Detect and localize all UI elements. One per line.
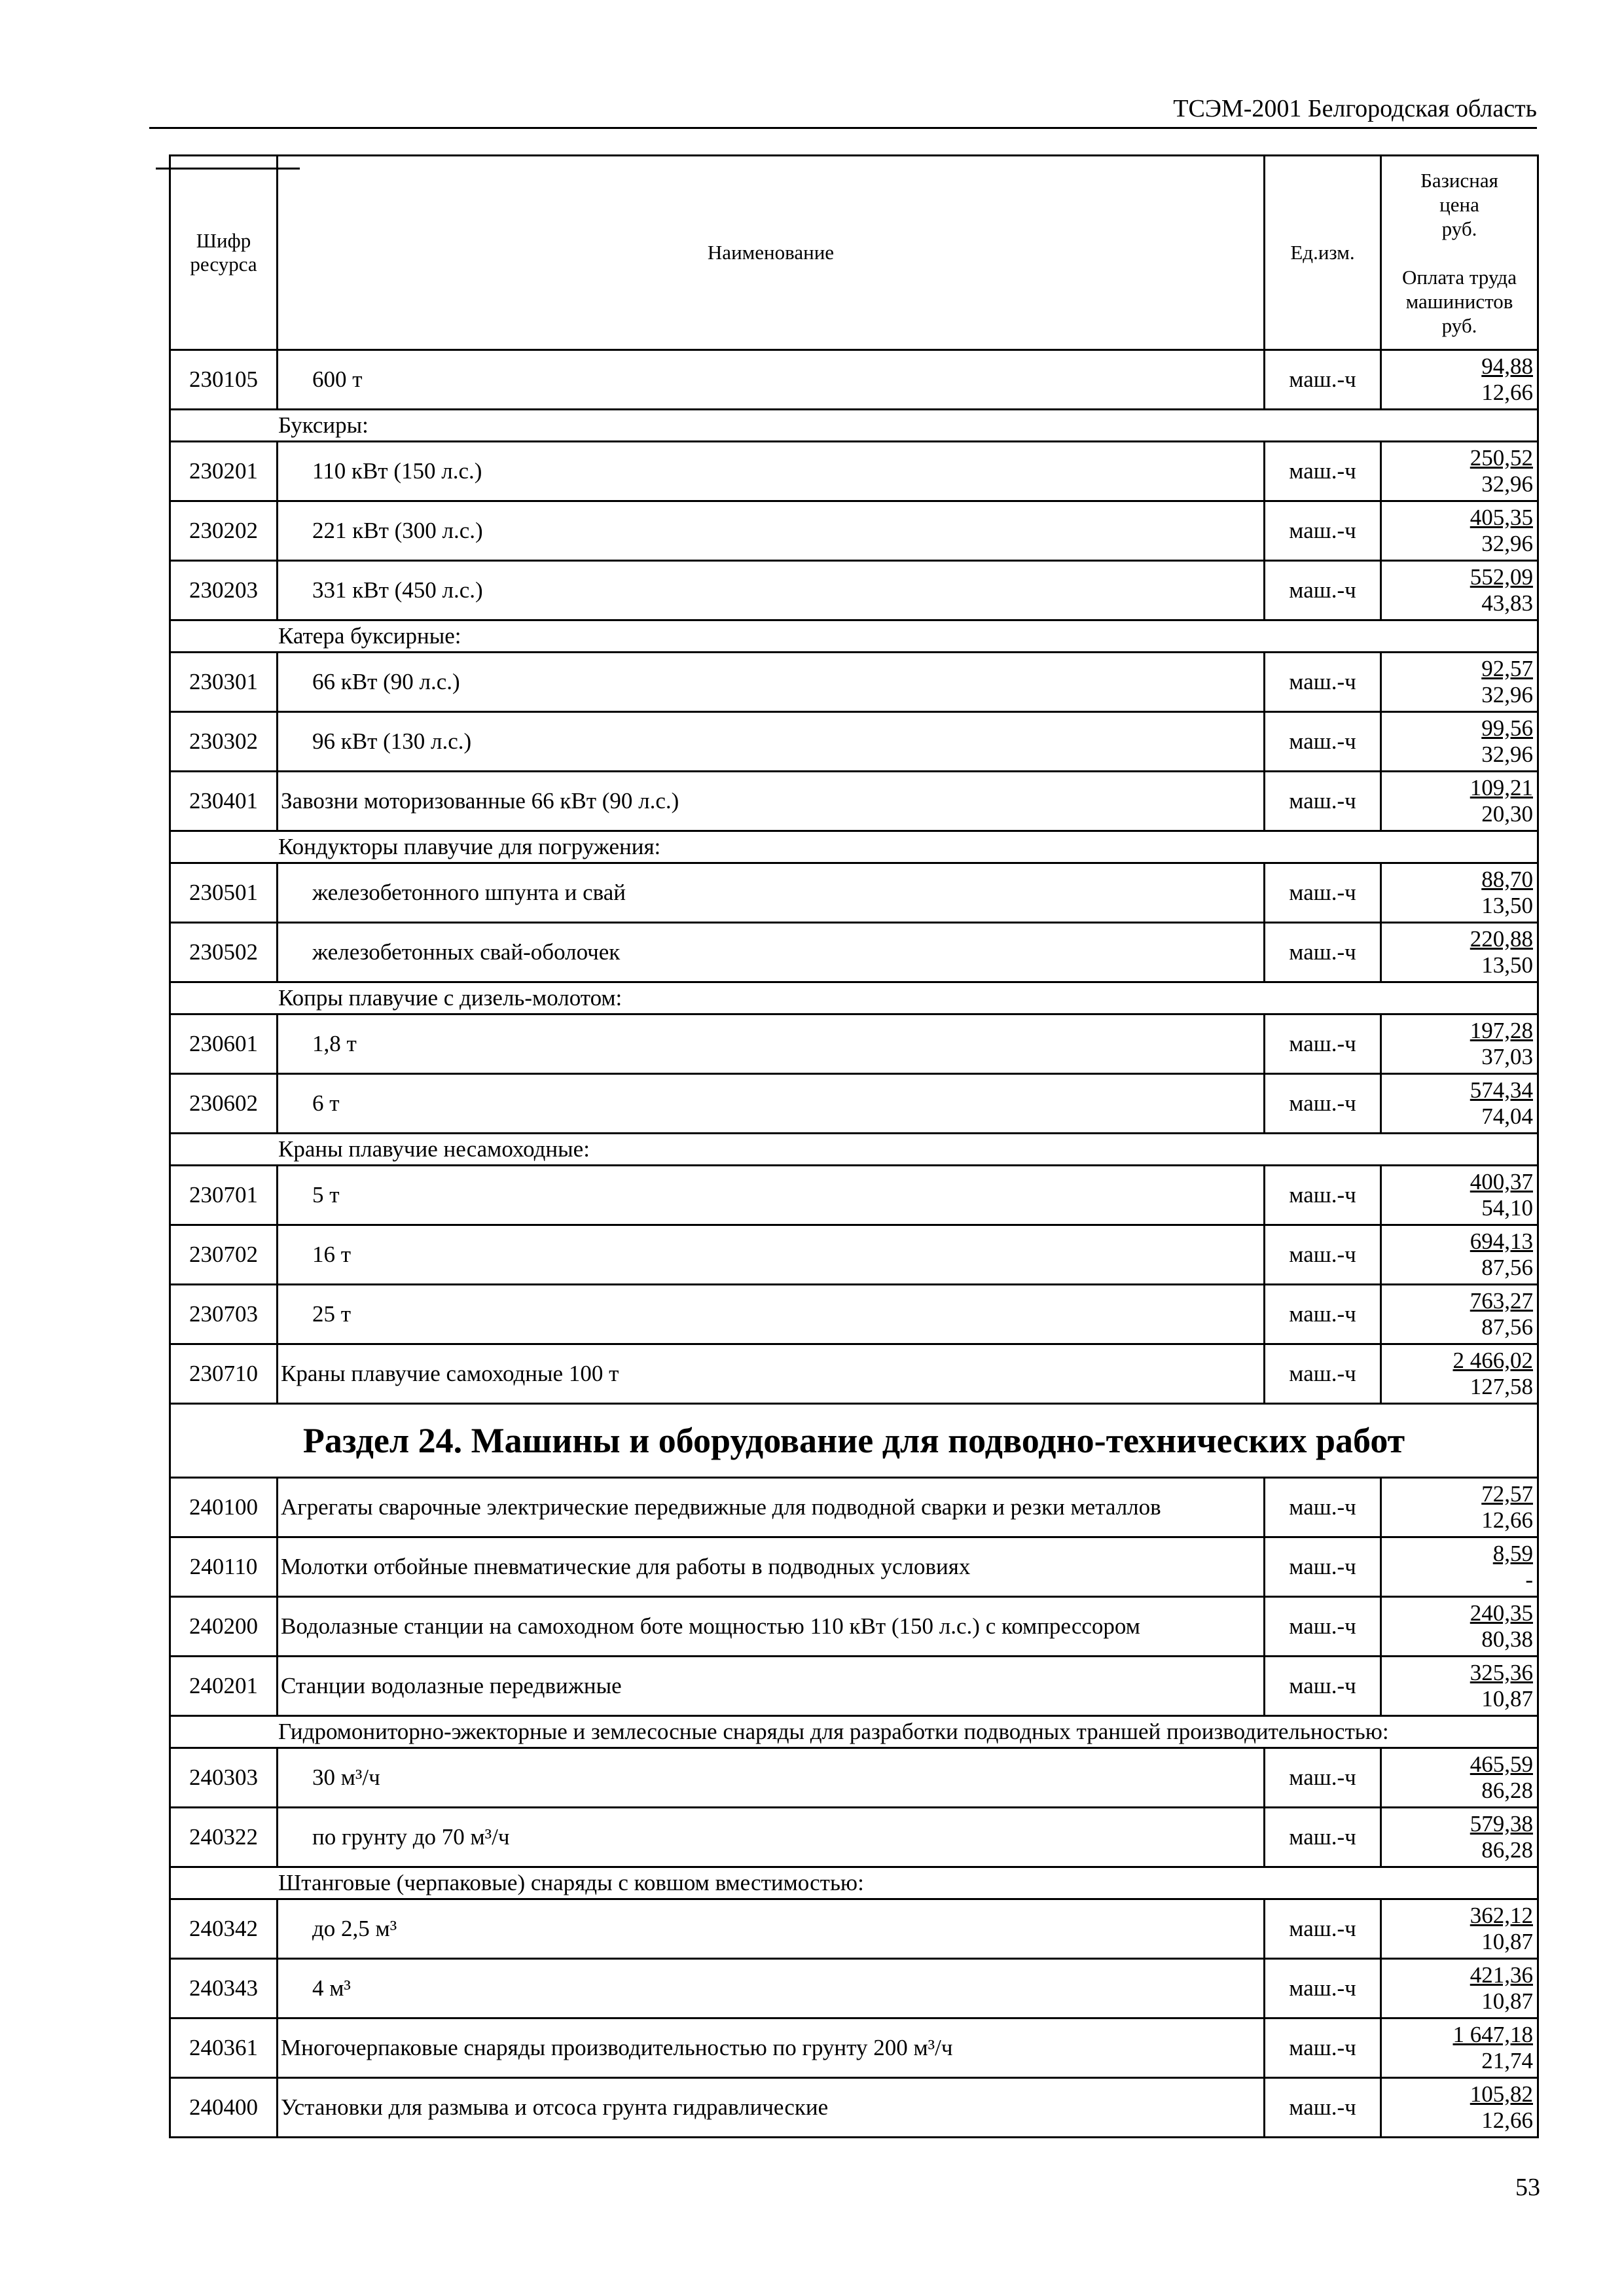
- group-label: Штанговые (черпаковые) снаряды с ковшом вместимостью:: [170, 1867, 1538, 1899]
- header-price-line: руб.: [1441, 217, 1477, 240]
- section-title: Раздел 24. Машины и оборудование для подводно-технических работ: [170, 1404, 1538, 1478]
- base-price: 88,70: [1481, 867, 1533, 892]
- operator-labor-cost: 87,56: [1481, 1314, 1533, 1340]
- base-price: 325,36: [1470, 1660, 1533, 1685]
- base-price: 8,59: [1492, 1541, 1533, 1566]
- resource-code: 230203: [170, 561, 278, 620]
- group-label: Буксиры:: [170, 410, 1538, 442]
- operator-labor-cost: 127,58: [1470, 1374, 1533, 1399]
- table-row: [170, 772, 1538, 831]
- header-price-line: машинистов: [1405, 289, 1513, 313]
- price-cell: [1381, 653, 1538, 712]
- table-row: [170, 1597, 1538, 1657]
- resource-code: 230703: [170, 1285, 278, 1344]
- table-row: [170, 2078, 1538, 2138]
- resource-code: 230710: [170, 1344, 278, 1404]
- unit-of-measure: маш.-ч: [1265, 1285, 1381, 1344]
- unit-of-measure: маш.-ч: [1265, 1014, 1381, 1074]
- base-price: 465,59: [1470, 1751, 1533, 1777]
- operator-labor-cost: 74,04: [1481, 1103, 1533, 1129]
- unit-of-measure: маш.-ч: [1265, 923, 1381, 982]
- unit-of-measure: маш.-ч: [1265, 1344, 1381, 1404]
- base-price: 72,57: [1481, 1481, 1533, 1507]
- table-row: [170, 1225, 1538, 1285]
- resource-name: 600 т: [278, 350, 1265, 410]
- unit-of-measure: маш.-ч: [1265, 1748, 1381, 1808]
- resource-code: 230601: [170, 1014, 278, 1074]
- price-cell: [1381, 561, 1538, 620]
- operator-labor-cost: 10,87: [1481, 1686, 1533, 1712]
- resource-name: 4 м³: [278, 1959, 1265, 2018]
- group-row: [170, 410, 1538, 442]
- table-row: [170, 1014, 1538, 1074]
- resource-code: 240200: [170, 1597, 278, 1657]
- price-cell: [1381, 712, 1538, 772]
- operator-labor-cost: 10,87: [1481, 1929, 1533, 1954]
- resource-code: 230105: [170, 350, 278, 410]
- group-row: [170, 1867, 1538, 1899]
- resource-name: до 2,5 м³: [278, 1899, 1265, 1959]
- page-number: 53: [1515, 2174, 1540, 2201]
- resource-code: 240322: [170, 1808, 278, 1867]
- operator-labor-cost: 80,38: [1481, 1626, 1533, 1652]
- price-cell: [1381, 772, 1538, 831]
- resource-code: 240400: [170, 2078, 278, 2138]
- operator-labor-cost: 13,50: [1481, 952, 1533, 978]
- operator-labor-cost: 32,96: [1481, 682, 1533, 708]
- price-cell: [1381, 863, 1538, 923]
- operator-labor-cost: 12,66: [1481, 1507, 1533, 1533]
- base-price: 240,35: [1470, 1600, 1533, 1626]
- unit-of-measure: маш.-ч: [1265, 712, 1381, 772]
- table-row: [170, 653, 1538, 712]
- table-row: [170, 1285, 1538, 1344]
- header-code-line: Шифр: [196, 229, 251, 252]
- base-price: 105,82: [1470, 2081, 1533, 2107]
- table-row: [170, 1959, 1538, 2018]
- price-cell: [1381, 1899, 1538, 1959]
- group-label: Катера буксирные:: [170, 620, 1538, 653]
- table-row: [170, 350, 1538, 410]
- operator-labor-cost: 86,28: [1481, 1778, 1533, 1803]
- group-label: Копры плавучие с дизель-молотом:: [170, 982, 1538, 1014]
- resource-name: Многочерпаковые снаряды производительностью по грунту 200 м³/ч: [278, 2018, 1265, 2078]
- base-price: 400,37: [1470, 1169, 1533, 1194]
- price-cell: [1381, 2078, 1538, 2138]
- table-row: [170, 501, 1538, 561]
- table-row: [170, 1748, 1538, 1808]
- resource-code: 240201: [170, 1657, 278, 1716]
- resource-name: 6 т: [278, 1074, 1265, 1134]
- operator-labor-cost: 32,96: [1481, 531, 1533, 556]
- operator-labor-cost: 87,56: [1481, 1255, 1533, 1280]
- group-label: Краны плавучие несамоходные:: [170, 1134, 1538, 1166]
- unit-of-measure: маш.-ч: [1265, 1808, 1381, 1867]
- header-price-line: Оплата труда: [1402, 265, 1517, 289]
- base-price: 763,27: [1470, 1288, 1533, 1314]
- resource-name: железобетонного шпунта и свай: [278, 863, 1265, 923]
- unit-of-measure: маш.-ч: [1265, 1657, 1381, 1716]
- resource-name: железобетонных свай-оболочек: [278, 923, 1265, 982]
- page-header-title: ТСЭМ-2001 Белгородская область: [1173, 95, 1537, 122]
- price-cell: [1381, 923, 1538, 982]
- resource-code: 230501: [170, 863, 278, 923]
- section-row: [170, 1404, 1538, 1478]
- page-header: [149, 92, 1537, 129]
- table-body: [170, 156, 1538, 2138]
- price-table: [169, 154, 1539, 2138]
- price-cell: [1381, 350, 1538, 410]
- table-row: [170, 1074, 1538, 1134]
- unit-of-measure: маш.-ч: [1265, 2078, 1381, 2138]
- table-row: [170, 1537, 1538, 1597]
- operator-labor-cost: 12,66: [1481, 2108, 1533, 2133]
- price-cell: [1381, 1014, 1538, 1074]
- price-cell: [1381, 1597, 1538, 1657]
- table-row: [170, 1808, 1538, 1867]
- unit-of-measure: маш.-ч: [1265, 350, 1381, 410]
- resource-name: 5 т: [278, 1166, 1265, 1225]
- price-cell: [1381, 1808, 1538, 1867]
- resource-name: Краны плавучие самоходные 100 т: [278, 1344, 1265, 1404]
- header-code: [170, 156, 278, 350]
- resource-name: Водолазные станции на самоходном боте мощностью 110 кВт (150 л.с.) с компрессором: [278, 1597, 1265, 1657]
- base-price: 220,88: [1470, 926, 1533, 952]
- unit-of-measure: маш.-ч: [1265, 863, 1381, 923]
- operator-labor-cost: 10,87: [1481, 1988, 1533, 2014]
- table-row: [170, 863, 1538, 923]
- resource-name: Агрегаты сварочные электрические передвижные для подводной сварки и резки металлов: [278, 1478, 1265, 1537]
- operator-labor-cost: 12,66: [1481, 380, 1533, 405]
- resource-code: 240100: [170, 1478, 278, 1537]
- operator-labor-cost: 20,30: [1481, 801, 1533, 827]
- unit-of-measure: маш.-ч: [1265, 1166, 1381, 1225]
- resource-code: 230201: [170, 442, 278, 501]
- resource-code: 230702: [170, 1225, 278, 1285]
- resource-code: 240303: [170, 1748, 278, 1808]
- base-price: 405,35: [1470, 505, 1533, 530]
- base-price: 579,38: [1470, 1811, 1533, 1837]
- resource-code: 230502: [170, 923, 278, 982]
- base-price: 421,36: [1470, 1962, 1533, 1988]
- resource-code: 240343: [170, 1959, 278, 2018]
- header-price-spacer: [1382, 241, 1537, 265]
- resource-name: 1,8 т: [278, 1014, 1265, 1074]
- header-price: [1381, 156, 1538, 350]
- base-price: 574,34: [1470, 1077, 1533, 1103]
- resource-code: 240361: [170, 2018, 278, 2078]
- resource-name: Завозни моторизованные 66 кВт (90 л.с.): [278, 772, 1265, 831]
- base-price: 552,09: [1470, 564, 1533, 590]
- resource-name: 96 кВт (130 л.с.): [278, 712, 1265, 772]
- operator-labor-cost: 21,74: [1481, 2048, 1533, 2073]
- unit-of-measure: маш.-ч: [1265, 1537, 1381, 1597]
- resource-name: Станции водолазные передвижные: [278, 1657, 1265, 1716]
- price-cell: [1381, 1959, 1538, 2018]
- table-row: [170, 561, 1538, 620]
- price-cell: [1381, 1748, 1538, 1808]
- operator-labor-cost: -: [1525, 1567, 1533, 1592]
- unit-of-measure: маш.-ч: [1265, 1225, 1381, 1285]
- operator-labor-cost: 13,50: [1481, 893, 1533, 918]
- unit-of-measure: маш.-ч: [1265, 1959, 1381, 2018]
- price-cell: [1381, 2018, 1538, 2078]
- price-cell: [1381, 501, 1538, 561]
- resource-name: 221 кВт (300 л.с.): [278, 501, 1265, 561]
- unit-of-measure: маш.-ч: [1265, 1074, 1381, 1134]
- unit-of-measure: маш.-ч: [1265, 1899, 1381, 1959]
- unit-of-measure: маш.-ч: [1265, 501, 1381, 561]
- base-price: 362,12: [1470, 1903, 1533, 1928]
- operator-labor-cost: 54,10: [1481, 1195, 1533, 1221]
- operator-labor-cost: 37,03: [1481, 1044, 1533, 1069]
- base-price: 92,57: [1481, 656, 1533, 681]
- table-row: [170, 442, 1538, 501]
- table-row: [170, 1166, 1538, 1225]
- table-header-row: [170, 156, 1538, 350]
- price-cell: [1381, 1166, 1538, 1225]
- group-row: [170, 982, 1538, 1014]
- operator-labor-cost: 86,28: [1481, 1837, 1533, 1863]
- resource-code: 230701: [170, 1166, 278, 1225]
- header-name: Наименование: [278, 156, 1265, 350]
- resource-name: 66 кВт (90 л.с.): [278, 653, 1265, 712]
- group-row: [170, 1134, 1538, 1166]
- unit-of-measure: маш.-ч: [1265, 1478, 1381, 1537]
- unit-of-measure: маш.-ч: [1265, 653, 1381, 712]
- operator-labor-cost: 32,96: [1481, 742, 1533, 767]
- base-price: 94,88: [1481, 353, 1533, 379]
- resource-code: 240342: [170, 1899, 278, 1959]
- header-price-line: Базисная: [1420, 168, 1498, 192]
- header-price-line: руб.: [1441, 314, 1477, 337]
- resource-code: 230202: [170, 501, 278, 561]
- unit-of-measure: маш.-ч: [1265, 772, 1381, 831]
- header-code-line: ресурса: [190, 253, 257, 276]
- unit-of-measure: маш.-ч: [1265, 1597, 1381, 1657]
- base-price: 197,28: [1470, 1018, 1533, 1043]
- header-price-line: цена: [1439, 192, 1479, 216]
- table-row: [170, 923, 1538, 982]
- base-price: 99,56: [1481, 715, 1533, 741]
- group-row: [170, 1716, 1538, 1748]
- price-cell: [1381, 1074, 1538, 1134]
- resource-name: по грунту до 70 м³/ч: [278, 1808, 1265, 1867]
- resource-code: 240110: [170, 1537, 278, 1597]
- table-row: [170, 712, 1538, 772]
- resource-name: 25 т: [278, 1285, 1265, 1344]
- resource-name: 331 кВт (450 л.с.): [278, 561, 1265, 620]
- price-cell: [1381, 1285, 1538, 1344]
- unit-of-measure: маш.-ч: [1265, 561, 1381, 620]
- price-cell: [1381, 1478, 1538, 1537]
- operator-labor-cost: 43,83: [1481, 590, 1533, 616]
- group-label: Кондукторы плавучие для погружения:: [170, 831, 1538, 863]
- table-row: [170, 1344, 1538, 1404]
- group-row: [170, 831, 1538, 863]
- table-row: [170, 2018, 1538, 2078]
- unit-of-measure: маш.-ч: [1265, 2018, 1381, 2078]
- resource-name: 110 кВт (150 л.с.): [278, 442, 1265, 501]
- table-row: [170, 1899, 1538, 1959]
- resource-code: 230401: [170, 772, 278, 831]
- resource-name: 16 т: [278, 1225, 1265, 1285]
- resource-name: Установки для размыва и отсоса грунта гидравлические: [278, 2078, 1265, 2138]
- base-price: 1 647,18: [1453, 2022, 1533, 2047]
- price-cell: [1381, 1225, 1538, 1285]
- resource-name: Молотки отбойные пневматические для работы в подводных условиях: [278, 1537, 1265, 1597]
- group-label: Гидромониторно-эжекторные и землесосные снаряды для разработки подводных траншей производительностью:: [170, 1716, 1538, 1748]
- operator-labor-cost: 32,96: [1481, 471, 1533, 497]
- base-price: 250,52: [1470, 445, 1533, 471]
- base-price: 694,13: [1470, 1229, 1533, 1254]
- resource-code: 230602: [170, 1074, 278, 1134]
- resource-name: 30 м³/ч: [278, 1748, 1265, 1808]
- resource-code: 230301: [170, 653, 278, 712]
- group-row: [170, 620, 1538, 653]
- price-cell: [1381, 442, 1538, 501]
- header-unit: Ед.изм.: [1265, 156, 1381, 350]
- price-cell: [1381, 1657, 1538, 1716]
- base-price: 2 466,02: [1453, 1348, 1533, 1373]
- price-cell: [1381, 1344, 1538, 1404]
- table-row: [170, 1657, 1538, 1716]
- table-row: [170, 1478, 1538, 1537]
- base-price: 109,21: [1470, 775, 1533, 800]
- resource-code: 230302: [170, 712, 278, 772]
- price-cell: [1381, 1537, 1538, 1597]
- unit-of-measure: маш.-ч: [1265, 442, 1381, 501]
